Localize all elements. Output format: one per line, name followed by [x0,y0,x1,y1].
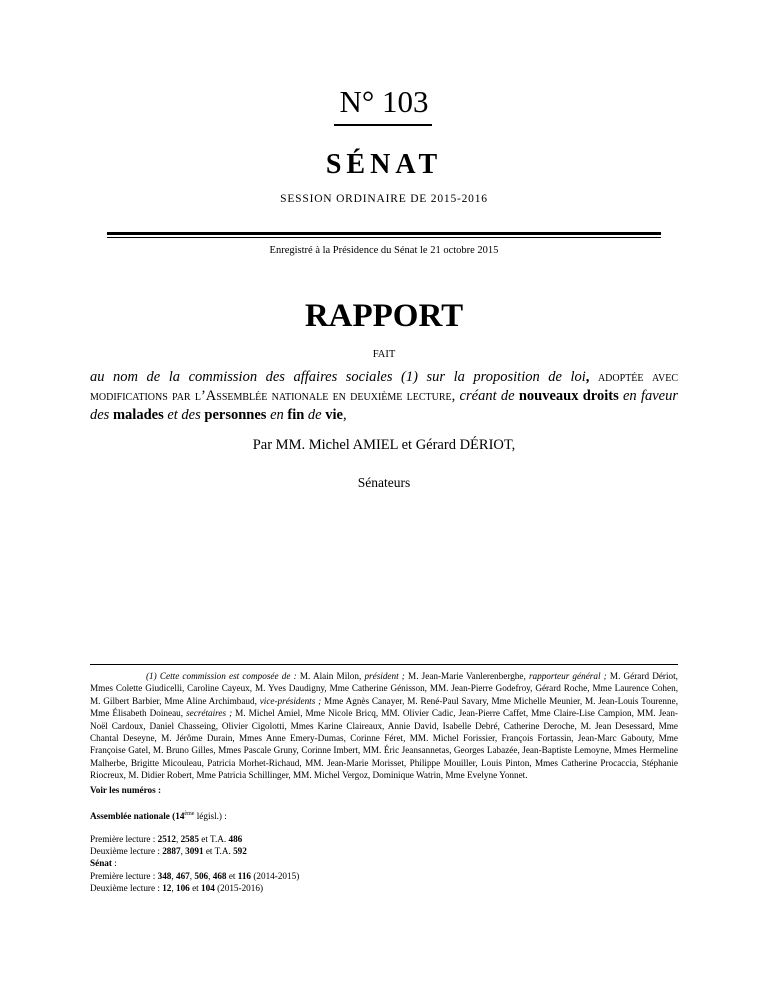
sep: , [180,846,186,857]
an2-ta: 592 [233,846,247,857]
s1-period: (2014-2015) [251,870,300,881]
an-second-reading [90,845,678,857]
subject-word-personnes: personnes [204,407,267,423]
sep: , [175,834,181,844]
report-subject [90,368,678,425]
sep: , [171,882,176,893]
an1-number-a: 2512 [157,834,176,844]
sep: et [189,882,201,893]
report-title: RAPPORT [304,298,464,334]
footnote-intro: (1) Cette commission est composée de : [146,671,297,681]
authors-line: Par MM. Michel AMIEL et Gérard DÉRIOT, [252,437,516,453]
subject-text-de: de [304,407,326,423]
assemblee-nationale-heading [90,808,678,822]
registration-line: Enregistré à la Présidence du Sénat le 21 octobre 2015 [269,245,499,256]
reference-numbers [90,833,678,894]
footnote-role-2: rapporteur général ; [528,671,607,681]
footnote-segment-2: M. Jean-Marie Vanlerenberghe, [404,671,529,681]
footnote-role-3: vice-présidents ; [259,695,322,706]
an1-label: Première lecture : [90,834,158,844]
sep: et T.A. [198,834,229,844]
senat-second-reading [90,882,678,894]
senat-colon: : [111,858,117,869]
an-sup: ème [184,811,195,817]
sep: , [189,870,195,881]
s2-number-b: 106 [175,882,190,893]
s2-label: Deuxième lecture : [90,882,163,893]
an-first-reading [90,833,678,845]
footnote-segment-4: Mme Agnès Canayer, M. René-Paul Savary, Mme Michelle Meunier, M. Jean-Louis Tourenne, Mme Élisabeth Doineau, [90,695,678,719]
s1-number-c: 506 [194,870,209,881]
sep: , [171,870,176,881]
footnote-segment-5: M. Michel Amiel, Mme Nicole Bricq, MM. Olivier Cadic, Jean-Pierre Caffet, Mme Claire-Lise Campion, MM. Jean-Noël Cardoux, Daniel Chasseing, Olivier Cigolotti, Mmes Karine Claireaux, Annie David, Isabelle Debré, Catherine Deroche, M. Jean Desessard, Mme Chantal Deseyne, M. Jérôme Durain, Mmes Anne Emery-Dumas, Corinne Féret, MM. Michel Forissier, François Fortassin, Jean-Marc Gabouty, Mme Françoise Gatel, M. Bruno Gilles, Mmes Pascale Gruny, Corinne Imbert, MM. Éric Jeansannetas, Georges Labazée, Jean-Baptiste Lemoyne, Mmes Hermeline Malherbe, Brigitte Micouleau, Patricia Morhet-Richaud, MM. Jean-Marie Morisset, Philippe Mouiller, Louis Pinton, Mmes Catherine Procaccia, Stéphanie Riocreux, M. Didier Robert, Mme Patricia Schillinger, MM. Michel Vergoz, Dominique Watrin, Mme Evelyne Yonnet. [90,708,678,781]
document-number: N° 103 [339,84,429,119]
subject-word-fin: fin [287,407,305,423]
s2-number-c: 104 [201,882,215,893]
subject-word-vie: vie [325,407,343,423]
institution-name: SÉNAT [325,149,443,180]
subject-word-malades: malades [112,407,164,423]
subject-word-nouveaux-droits: nouveaux droits [518,388,619,404]
footnote-segment-3: M. Gérard Dériot, Mmes Colette Giudicelli, Caroline Cayeux, M. Yves Daudigny, Mme Catherine Génisson, MM. Jean-Pierre Godefroy, Gérard Roche, Mme Laurence Cohen, M. Gilbert Barbier, Mme Aline Archimbaud, [90,671,678,706]
s1-number-d: 468 [212,870,227,881]
subject-text-end: , [342,407,347,423]
see-numbers-heading: Voir les numéros : [90,785,162,795]
an2-number-b: 3091 [185,846,204,857]
subject-part-1: au nom de la commission des affaires sociales (1) sur la proposition de loi [90,369,586,385]
sep: , [208,870,213,881]
senat-heading [90,857,678,869]
subject-text-et-des: et des [163,407,205,423]
an2-label: Deuxième lecture : [90,846,163,857]
number-underline [334,124,432,126]
s1-label: Première lecture : [90,870,158,881]
an-close: législ.) : [194,811,227,822]
subject-part-3: , créant de [451,388,519,404]
subject-text-en-faveur: en faveur des [90,388,678,423]
header-rule-thick [107,232,661,235]
subject-part-2: adoptée avec modifications par l’Assemblée nationale en deuxième lecture [90,369,678,404]
footnote-role-4: secrétaires ; [186,708,233,719]
senat-first-reading [90,870,678,882]
subject-text-en: en [266,407,288,423]
sep: et T.A. [203,846,234,857]
s1-number-b: 467 [175,870,190,881]
footnote-rule [90,664,678,665]
subject-comma: , [585,369,590,385]
header-rule-thin [107,237,661,238]
s2-period: (2015-2016) [214,882,264,893]
an1-ta: 486 [228,834,243,844]
s2-number-a: 12 [162,882,172,893]
commission-composition [90,670,678,782]
authors-role: Sénateurs [357,475,411,490]
footnote-role-1: président ; [364,671,405,681]
an-label: Assemblée nationale [90,811,170,822]
s1-number-e: 116 [237,870,252,881]
s1-number-a: 348 [157,870,172,881]
senat-label: Sénat [90,858,112,869]
fait-label: FAIT [372,349,396,360]
footnote-segment-1: M. Alain Milon, [296,671,365,681]
an1-number-b: 2585 [180,834,199,844]
session-line: SESSION ORDINAIRE DE 2015-2016 [280,193,488,205]
an-open: (14 [169,811,185,822]
an2-number-a: 2887 [162,846,181,857]
sep: et [226,870,238,881]
